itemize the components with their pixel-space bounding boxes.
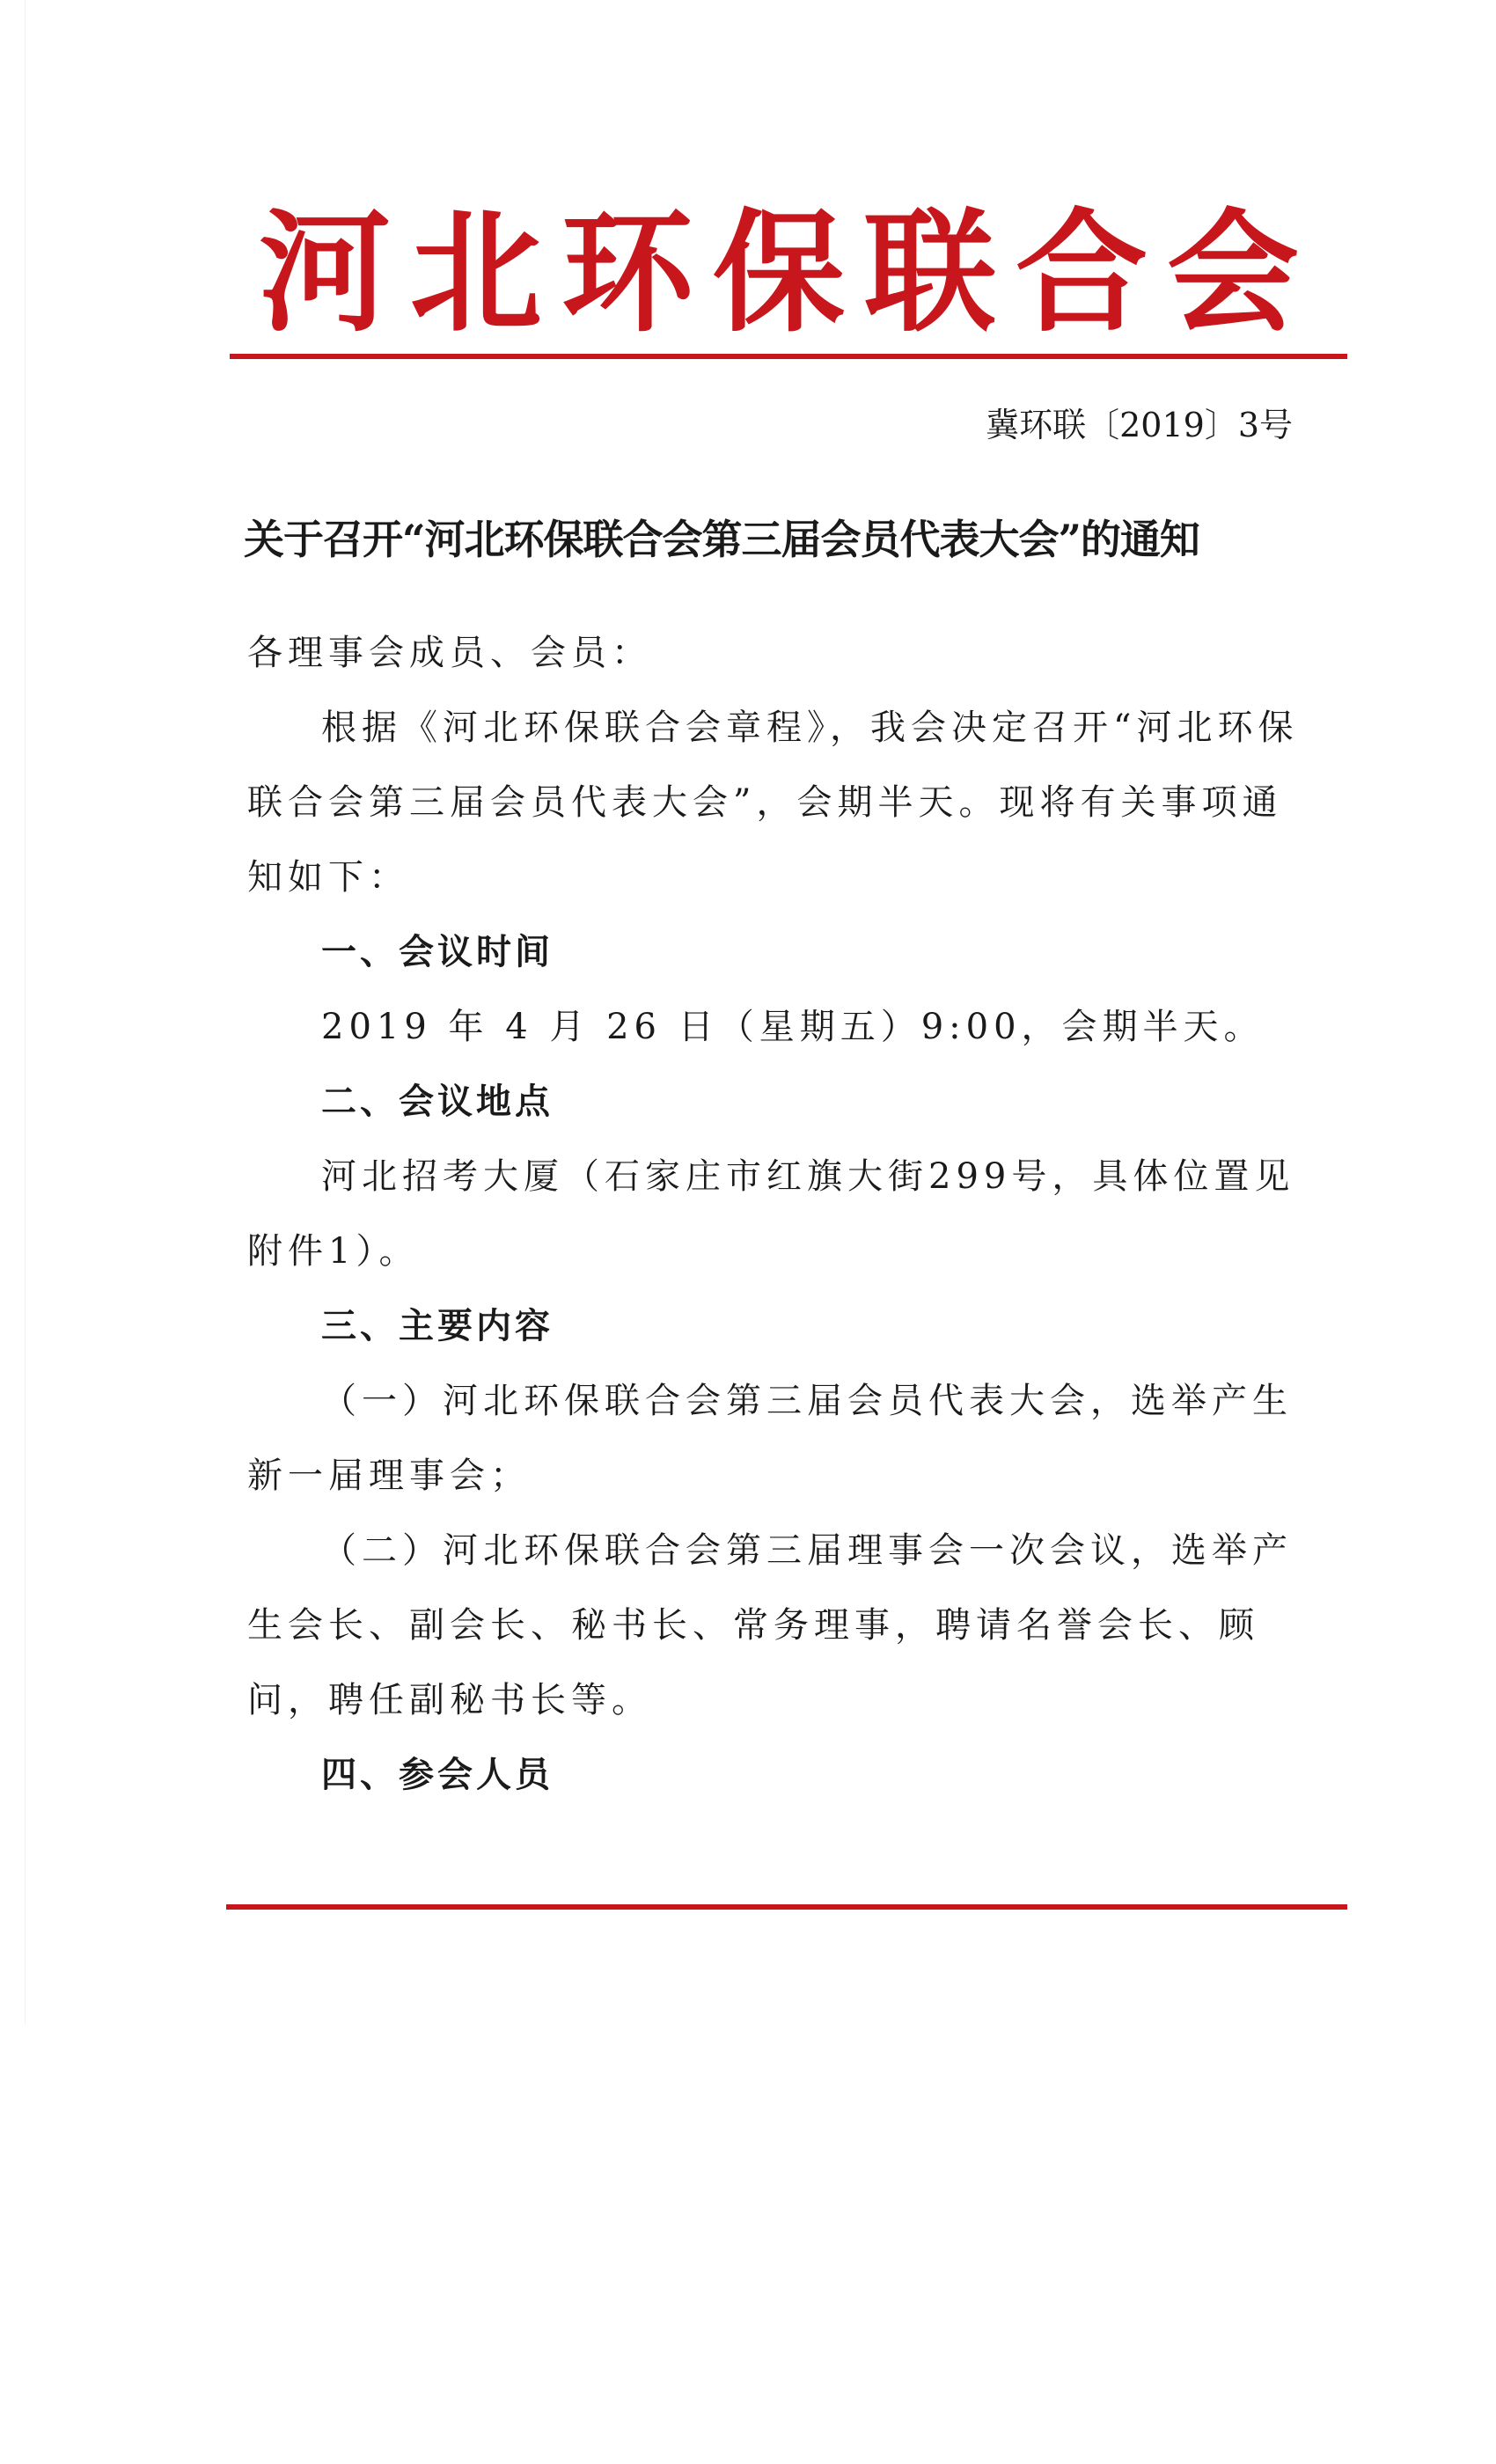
content-item-1: （一）河北环保联合会第三届会员代表大会，选举产生新一届理事会； — [247, 1381, 1293, 1496]
section-heading-place: 二、会议地点 — [321, 1082, 554, 1122]
section-text-place: 河北招考大厦（石家庄市红旗大街299号，具体位置见附件1）。 — [247, 1156, 1295, 1272]
footer-red-rule — [226, 1904, 1347, 1910]
notice-title: 关于召开“河北环保联合会第三届会员代表大会”的通知 — [244, 516, 1199, 563]
letterhead-red-rule — [230, 354, 1347, 359]
document-number: 冀环联〔2019〕3号 — [986, 406, 1293, 444]
intro-paragraph: 根据《河北环保联合会章程》，我会决定召开“河北环保联合会第三届会员代表大会”，会期半天。现将有关事项通知如下： — [247, 708, 1299, 898]
salutation: 各理事会成员、会员： — [247, 633, 652, 673]
document-page — [25, 0, 1496, 2024]
section-text-time: 2019 年 4 月 26 日（星期五）9:00，会期半天。 — [321, 1007, 1265, 1047]
section-heading-content: 三、主要内容 — [321, 1306, 554, 1346]
notice-body — [247, 616, 1321, 1813]
content-item-2: （二）河北环保联合会第三届理事会一次会议，选举产生会长、副会长、秘书长、常务理事，聘请名誉会长、顾问，聘任副秘书长等。 — [247, 1530, 1293, 1720]
section-heading-attendees: 四、参会人员 — [321, 1755, 554, 1795]
section-heading-time: 一、会议时间 — [321, 932, 554, 972]
letterhead-org-name: 河北环保联合会 — [258, 195, 1318, 350]
